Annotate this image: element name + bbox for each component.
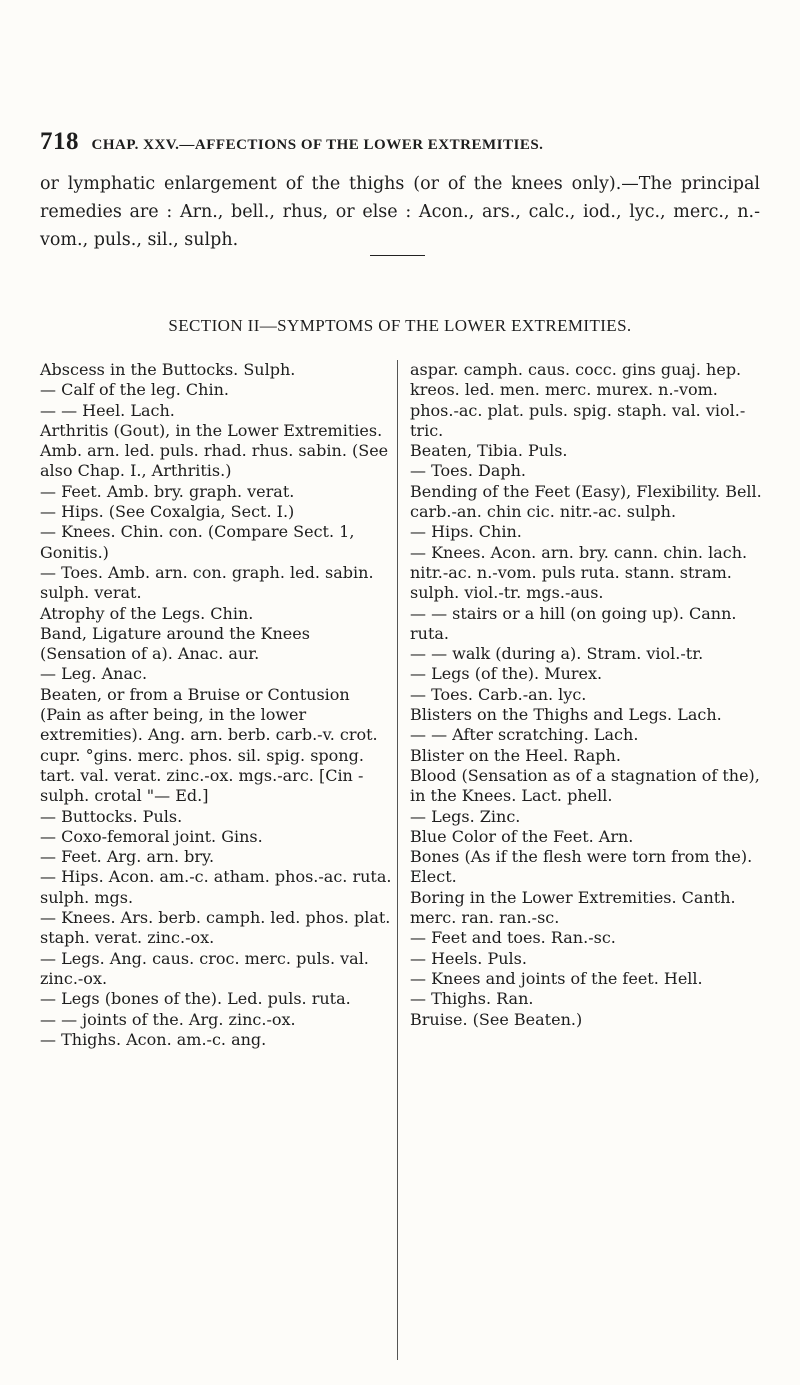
entry: Arthritis (Gout), in the Lower Extremities. Amb. arn. led. puls. rhad. rhus. sabin. (See also Chap. I., Arthritis.) xyxy=(40,420,389,481)
entry: — Feet. Amb. bry. graph. verat. xyxy=(40,481,295,501)
chapter-title: CHAP. XXV.—AFFECTIONS OF THE LOWER EXTREMITIES. xyxy=(91,137,544,153)
page-header xyxy=(40,128,765,156)
entry: — Legs (bones of the). Led. puls. ruta. xyxy=(40,989,351,1009)
entry: — — joints of the. Arg. zinc.-ox. xyxy=(40,1009,296,1029)
entry: — Thighs. Acon. am.-c. ang. xyxy=(40,1029,267,1049)
entry: — — After scratching. Lach. xyxy=(410,725,639,745)
entry: — Thighs. Ran. xyxy=(410,989,534,1009)
entry: Boring in the Lower Extremities. Canth. merc. ran. ran.-sc. xyxy=(410,887,736,928)
separator-rule xyxy=(370,255,425,256)
entry: — Toes. Amb. arn. con. graph. led. sabin. sulph. verat. xyxy=(40,562,374,603)
column-divider xyxy=(397,360,398,1360)
entry: — Knees. Acon. arn. bry. cann. chin. lach. nitr.-ac. n.-vom. puls ruta. stann. stram. sulph. viol.-tr. mgs.-aus. xyxy=(410,542,748,603)
entry: — Hips. Chin. xyxy=(410,522,522,542)
entry: — — walk (during a). Stram. viol.-tr. xyxy=(410,644,704,664)
right-column xyxy=(410,360,765,1030)
entry: — Legs. Zinc. xyxy=(410,806,521,826)
entry: — — stairs or a hill (on going up). Cann. ruta. xyxy=(410,603,737,643)
entry: — Knees and joints of the feet. Hell. xyxy=(410,968,703,988)
left-column xyxy=(40,360,395,1050)
entry: — Coxo-femoral joint. Gins. xyxy=(40,826,263,846)
entry: Blue Color of the Feet. Arn. xyxy=(410,826,634,846)
entry: — Legs (of the). Murex. xyxy=(410,664,603,684)
entry: — Toes. Carb.-an. lyc. xyxy=(410,684,587,704)
entry: — Buttocks. Puls. xyxy=(40,806,183,826)
entry: Beaten, or from a Bruise or Contusion (Pain as after being, in the lower extremities). Ang. arn. berb. carb.-v. crot. cupr. °gins. merc. phos. sil. spig. spong. tart. val. verat. zinc.-ox. mgs.-arc. [Cin -sulph. crotal "— Ed.] xyxy=(40,684,378,806)
intro-paragraph: or lymphatic enlargement of the thighs (or of the knees only).—The principal remedies are : Arn., bell., rhus, or else : Acon., ars., calc., iod., lyc., merc., n.-vom., puls., sil., sulph. xyxy=(40,174,760,250)
entry: Beaten, Tibia. Puls. xyxy=(410,441,568,461)
section-title: SECTION II—SYMPTOMS OF THE LOWER EXTREMITIES. xyxy=(168,316,632,335)
entry: — Feet and toes. Ran.-sc. xyxy=(410,928,616,948)
entry: — Knees. Chin. con. (Compare Sect. 1, Gonitis.) xyxy=(40,522,355,562)
entry: Blister on the Heel. Raph. xyxy=(410,745,621,765)
entry: aspar. camph. caus. cocc. gins guaj. hep. kreos. led. men. merc. murex. n.-vom. phos.-ac. plat. puls. spig. staph. val. viol.-tric. xyxy=(410,360,746,440)
entry: Atrophy of the Legs. Chin. xyxy=(40,603,254,623)
entry: — Legs. Ang. caus. croc. merc. puls. val. zinc.-ox. xyxy=(40,948,369,988)
entry: — Feet. Arg. arn. bry. xyxy=(40,847,215,867)
entry: Blisters on the Thighs and Legs. Lach. xyxy=(410,705,722,725)
entry: — Heels. Puls. xyxy=(410,948,527,968)
entry: — — Heel. Lach. xyxy=(40,400,175,420)
page-number: 718 xyxy=(40,128,79,155)
entry: Bending of the Feet (Easy), Flexibility. Bell. carb.-an. chin cic. nitr.-ac. sulph. xyxy=(410,481,762,522)
entry: — Knees. Ars. berb. camph. led. phos. plat. staph. verat. zinc.-ox. xyxy=(40,908,391,948)
entry: — Hips. (See Coxalgia, Sect. I.) xyxy=(40,502,295,522)
entry: — Hips. Acon. am.-c. atham. phos.-ac. ruta. sulph. mgs. xyxy=(40,867,392,907)
entry: Abscess in the Buttocks. Sulph. xyxy=(40,360,296,379)
entry: Blood (Sensation as of a stagnation of the), in the Knees. Lact. phell. xyxy=(410,765,760,806)
entry: Bruise. (See Beaten.) xyxy=(410,1009,583,1029)
entry: — Toes. Daph. xyxy=(410,461,526,481)
entry: Band, Ligature around the Knees (Sensation of a). Anac. aur. xyxy=(40,623,310,664)
entry: — Leg. Anac. xyxy=(40,664,148,684)
entry: Bones (As if the flesh were torn from the). Elect. xyxy=(410,847,753,887)
entry: — Calf of the leg. Chin. xyxy=(40,380,229,400)
